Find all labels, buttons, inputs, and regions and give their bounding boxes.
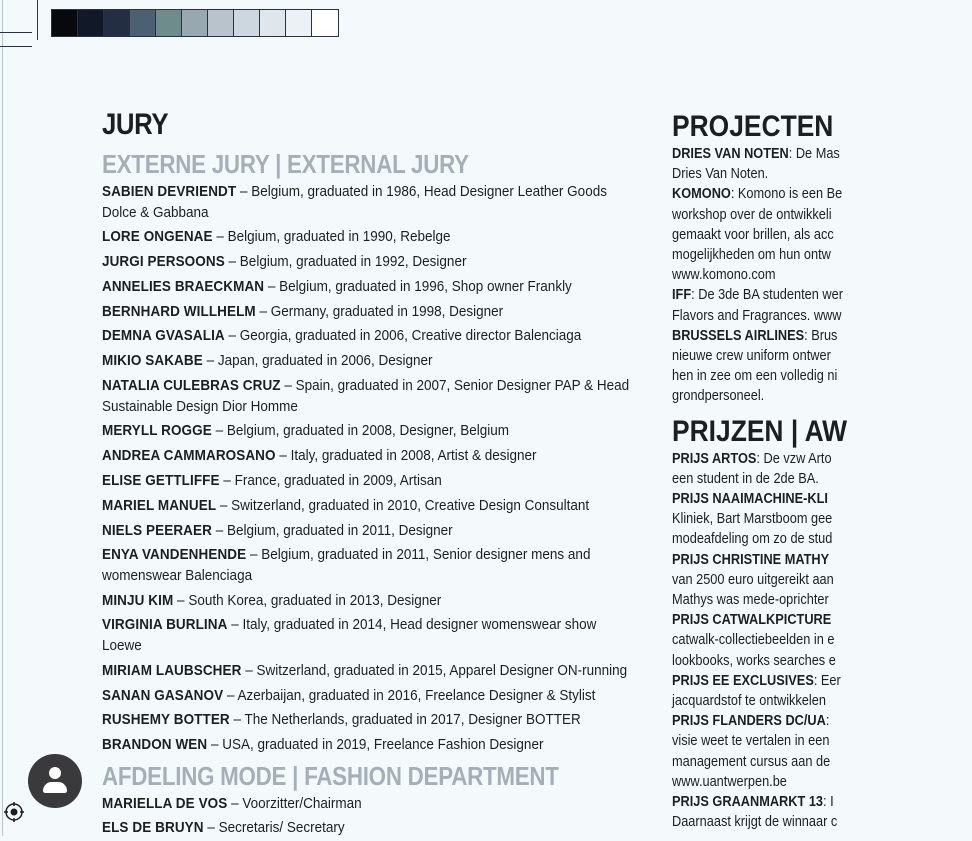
entry-name: LORE ONGENAE — [102, 228, 213, 246]
entry-description: Kliniek, Bart Marstboom gee — [672, 511, 833, 528]
jury-list — [102, 182, 632, 756]
list-item — [672, 366, 936, 386]
list-item — [672, 711, 936, 731]
entry-description: – Azerbaijan, graduated in 2016, Freelance Designer & Stylist — [223, 686, 596, 704]
list-item — [102, 471, 631, 492]
entry-description: modeafdeling om zo de stud — [672, 531, 833, 548]
list-item — [672, 469, 936, 489]
entry-description: : I — [823, 794, 834, 811]
list-item — [102, 818, 641, 839]
entry-name: PRIJS GRAANMARKT 13 — [672, 794, 824, 811]
entry-name: RUSHEMY BOTTER — [102, 711, 230, 729]
jury-title: JURY — [102, 108, 169, 141]
entry-description: Dries Van Noten. — [672, 166, 769, 183]
list-item — [102, 302, 631, 323]
color-swatch — [234, 10, 260, 36]
entry-description: workshop over de ontwikkeli — [672, 206, 832, 223]
list-item — [102, 252, 631, 273]
entry-description: – Voorzitter/Chairman — [227, 795, 362, 812]
entry-description: een student in de 2de BA. — [672, 470, 819, 487]
entry-description: : Eer — [813, 672, 841, 689]
entry-description: – Switzerland, graduated in 2010, Creative Design Consultant — [216, 496, 590, 514]
list-item — [102, 615, 631, 656]
entry-description: – Switzerland, graduated in 2015, Apparel Designer ON-running — [241, 661, 628, 679]
entry-name: BRANDON WEN — [102, 736, 208, 754]
entry-description: Flavors and Fragrances. www — [672, 307, 842, 324]
entry-description: van 2500 euro uitgereikt aan — [672, 571, 834, 588]
entry-description: – Italy, graduated in 2014, Head designer womenswear show Loewe — [102, 616, 597, 654]
list-item — [672, 610, 936, 630]
entry-name: SANAN GASANOV — [102, 686, 224, 704]
projecten-list — [672, 144, 972, 407]
list-item — [102, 277, 631, 298]
department-list — [102, 794, 642, 838]
department-heading: AFDELING MODE | FASHION DEPARTMENT — [102, 761, 559, 791]
list-item — [672, 772, 936, 792]
entry-description: – Secretaris/ Secretary — [203, 818, 345, 836]
list-item — [672, 205, 936, 225]
list-item — [672, 265, 936, 285]
list-item — [102, 227, 631, 248]
list-item — [672, 245, 936, 265]
entry-name: DEMNA GVASALIA — [102, 327, 225, 345]
list-item — [102, 182, 631, 223]
entry-name: ENYA VANDENHENDE — [102, 546, 247, 564]
list-item — [672, 306, 936, 326]
avatar-head — [49, 767, 61, 779]
list-item — [672, 184, 936, 204]
list-item — [672, 164, 936, 184]
color-swatch — [286, 10, 312, 36]
entry-description: : Komono is een Be — [730, 186, 843, 203]
prijzen-list — [672, 449, 972, 833]
list-item — [672, 225, 936, 245]
right-column — [672, 110, 972, 833]
entry-name: ELS DE BRUYN — [102, 818, 204, 836]
entry-name: IFF — [672, 287, 692, 304]
entry-description: – USA, graduated in 2019, Freelance Fashion Designer — [207, 736, 544, 754]
entry-description: – Spain, graduated in 2007, Senior Designer PAP & Head Sustainable Design Dior Homme — [102, 377, 630, 415]
color-swatch — [104, 10, 130, 36]
list-item — [102, 710, 631, 731]
entry-description: – Belgium, graduated in 1990, Rebelge — [212, 228, 451, 246]
entry-description: – The Netherlands, graduated in 2017, Designer BOTTER — [229, 711, 581, 729]
list-item — [672, 812, 936, 832]
color-calibration-strip — [51, 9, 339, 37]
entry-name: PRIJS CHRISTINE MATHY — [672, 551, 830, 568]
entry-description: hen in zee om een volledig ni — [672, 368, 838, 385]
entry-description: – Belgium, graduated in 2011, Senior designer mens and womenswear Balenciaga — [102, 546, 591, 584]
list-item — [102, 326, 631, 347]
color-swatch — [156, 10, 182, 36]
entry-description: – Germany, graduated in 1998, Designer — [255, 302, 504, 320]
list-item — [672, 346, 936, 366]
list-item — [102, 446, 631, 467]
entry-name: BRUSSELS AIRLINES — [672, 327, 805, 344]
entry-description: lookbooks, works searches e — [672, 652, 836, 669]
list-item — [102, 735, 631, 756]
entry-description: – South Korea, graduated in 2013, Designer — [173, 591, 442, 609]
entry-description: gemaakt voor brillen, als acc — [672, 226, 834, 243]
color-swatch — [208, 10, 234, 36]
user-avatar-icon[interactable] — [28, 754, 82, 808]
list-item — [672, 630, 936, 650]
entry-description: : — [825, 713, 830, 730]
crop-mark-vertical — [37, 0, 38, 40]
entry-description: : Brus — [804, 327, 838, 344]
color-swatch — [78, 10, 104, 36]
entry-name: PRIJS ARTOS — [672, 450, 757, 467]
entry-description: – Belgium, graduated in 1996, Shop owner Frankly — [264, 277, 572, 295]
entry-name: PRIJS CATWALKPICTURE — [672, 612, 832, 629]
list-item — [672, 651, 936, 671]
jury-column — [102, 110, 632, 760]
entry-name: MIKIO SAKABE — [102, 352, 203, 370]
entry-name: MIRIAM LAUBSCHER — [102, 661, 242, 679]
entry-name: ELISE GETTLIFFE — [102, 471, 220, 489]
list-item — [102, 351, 631, 372]
entry-description: – France, graduated in 2009, Artisan — [219, 471, 442, 489]
color-swatch — [260, 10, 286, 36]
entry-name: NATALIA CULEBRAS CRUZ — [102, 377, 281, 395]
list-item — [102, 591, 631, 612]
entry-name: DRIES VAN NOTEN — [672, 146, 789, 162]
avatar-body — [43, 782, 67, 793]
entry-name: NIELS PEERAER — [102, 521, 212, 539]
entry-description: mogelijkheden om hun ontw — [672, 247, 831, 264]
entry-description: – Belgium, graduated in 1986, Head Designer Leather Goods Dolce & Gabbana — [102, 183, 607, 221]
entry-description: grondpersoneel. — [672, 388, 765, 405]
entry-description: – Georgia, graduated in 2006, Creative director Balenciaga — [224, 327, 582, 345]
list-item — [672, 529, 936, 549]
list-item — [672, 144, 936, 164]
entry-name: BERNHARD WILLHELM — [102, 302, 256, 320]
entry-description: – Belgium, graduated in 2008, Designer, Belgium — [211, 422, 510, 440]
entry-description: jacquardstof te ontwikkelen — [672, 693, 826, 710]
entry-name: SABIEN DEVRIENDT — [102, 183, 237, 200]
entry-description: visie weet te vertalen in een — [672, 733, 830, 750]
entry-name: PRIJS EE EXCLUSIVES — [672, 672, 814, 689]
entry-name: JURGI PERSOONS — [102, 253, 225, 271]
entry-description: www.komono.com — [672, 267, 776, 284]
list-item — [102, 496, 631, 517]
entry-name: MARIELLA DE VOS — [102, 795, 228, 812]
list-item — [672, 489, 936, 509]
entry-description: : De vzw Arto — [756, 450, 832, 467]
entry-name: MARIEL MANUEL — [102, 496, 217, 514]
entry-description: Daarnaast krijgt de winnaar c — [672, 814, 838, 831]
entry-description: Mathys was mede-oprichter — [672, 592, 829, 609]
list-item — [672, 691, 936, 711]
entry-description: management cursus aan de — [672, 753, 831, 770]
entry-description: – Japan, graduated in 2006, Designer — [202, 352, 433, 370]
entry-name: MERYLL ROGGE — [102, 422, 212, 440]
list-item — [102, 686, 631, 707]
external-jury-heading: EXTERNE JURY | EXTERNAL JURY — [102, 149, 469, 179]
projecten-title: PROJECTEN — [672, 110, 834, 143]
entry-description: : De 3de BA studenten wer — [691, 287, 843, 304]
color-swatch — [182, 10, 208, 36]
crosshair-icon[interactable] — [4, 802, 24, 822]
entry-description: – Belgium, graduated in 2011, Designer — [211, 521, 453, 539]
list-item — [672, 731, 936, 751]
list-item — [672, 449, 936, 469]
entry-name: ANNELIES BRAECKMAN — [102, 277, 265, 295]
list-item — [672, 326, 936, 346]
entry-description: nieuwe crew uniform ontwer — [672, 348, 831, 365]
prijzen-title: PRIJZEN | AW — [672, 414, 848, 448]
entry-name: KOMONO — [672, 186, 731, 203]
list-item — [672, 792, 936, 812]
list-item — [672, 590, 936, 610]
entry-name: VIRGINIA BURLINA — [102, 616, 228, 634]
list-item — [672, 509, 936, 529]
list-item — [102, 661, 631, 682]
color-swatch — [52, 10, 78, 36]
color-swatch — [312, 10, 338, 36]
list-item — [672, 671, 936, 691]
list-item — [672, 752, 936, 772]
entry-description: www.uantwerpen.be — [672, 773, 787, 790]
list-item — [102, 794, 641, 815]
crop-mark — [0, 32, 32, 33]
entry-name: MINJU KIM — [102, 591, 174, 609]
color-swatch — [130, 10, 156, 36]
list-item — [102, 545, 631, 586]
page-edge-line — [2, 0, 3, 836]
crop-mark — [0, 46, 32, 47]
department-section — [102, 762, 642, 841]
list-item — [672, 570, 936, 590]
list-item — [672, 285, 936, 305]
list-item — [102, 376, 631, 417]
entry-name: ANDREA CAMMAROSANO — [102, 447, 276, 465]
entry-description: catwalk-collectiebeelden in e — [672, 632, 835, 649]
list-item — [102, 521, 631, 542]
entry-description: – Belgium, graduated in 1992, Designer — [224, 253, 467, 271]
entry-name: PRIJS NAAIMACHINE-KLI — [672, 491, 828, 508]
list-item — [672, 386, 936, 406]
entry-name: PRIJS FLANDERS DC/UA — [672, 713, 826, 730]
entry-description: – Italy, graduated in 2008, Artist & designer — [275, 447, 537, 465]
list-item — [672, 550, 936, 570]
entry-description: : De Mas — [788, 146, 840, 162]
list-item — [102, 421, 631, 442]
